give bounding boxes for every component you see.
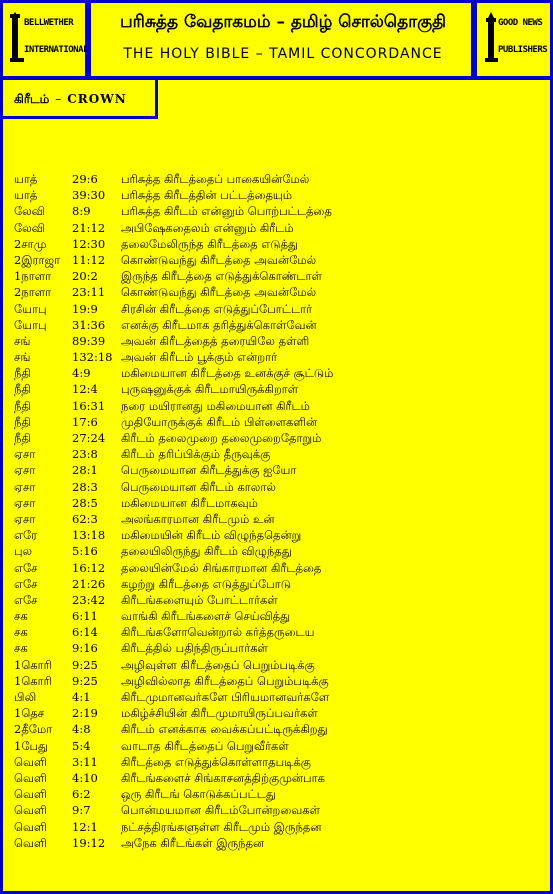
list-item — [14, 560, 544, 576]
entry-text: பரிசுத்த கிரீடத்தின் பட்டத்தையும் — [121, 188, 293, 203]
entry-reference: 21:12 — [72, 220, 106, 235]
list-item — [14, 835, 544, 851]
entry-reference: 39:30 — [72, 188, 106, 203]
entry-book: வெளி — [14, 754, 47, 769]
entry-list — [14, 171, 544, 851]
entry-reference: 4:1 — [72, 690, 91, 704]
entry-reference: 4:8 — [72, 722, 91, 737]
list-item — [14, 657, 544, 673]
entry-text: பெருமையான கிரீடத்துக்கு ஐயோ — [121, 463, 297, 478]
entry-book: வெளி — [14, 819, 47, 834]
entry-text: மகிமையான கிரீடமாகவும் — [121, 495, 258, 510]
entry-text: பொன்மயமான கிரீடம்போன்றவைகள் — [121, 803, 320, 818]
entry-reference: 62:3 — [72, 511, 98, 526]
entry-text: கிரீடத்தில் பதிந்திருப்பார்கள் — [121, 641, 268, 656]
entry-reference: 13:18 — [72, 528, 106, 543]
list-item — [14, 770, 544, 786]
entry-reference: 2:19 — [72, 706, 98, 721]
entry-text: கிரீடத்தை எடுத்துக்கொள்ளாதபடிக்கு — [121, 754, 311, 769]
list-item — [14, 511, 544, 527]
entry-text: கிரீடம் தலைமுறை தலைமுறைதோறும் — [121, 431, 322, 445]
entry-book: வெளி — [14, 787, 47, 802]
entry-book: நீதி — [14, 366, 31, 381]
entry-reference: 6:2 — [72, 787, 91, 802]
list-item — [14, 819, 544, 835]
entry-text: கிரீடங்களைச் சிங்காசனத்திற்குமுன்பாக — [121, 770, 325, 785]
entry-reference: 89:39 — [72, 333, 106, 348]
list-item — [14, 608, 544, 624]
entry-reference: 21:26 — [72, 576, 106, 591]
entry-book: நீதி — [14, 398, 31, 413]
entry-reference: 19:9 — [72, 301, 98, 316]
entry-book: வெளி — [14, 835, 47, 850]
entry-reference: 4:10 — [72, 770, 98, 785]
entry-book: ஏசா — [14, 447, 36, 462]
list-item — [14, 705, 544, 721]
list-item — [14, 543, 544, 559]
list-item — [14, 203, 544, 219]
list-item — [14, 721, 544, 737]
list-item — [14, 317, 544, 333]
list-item — [14, 673, 544, 689]
list-item — [14, 187, 544, 203]
good-news-logo-text — [498, 18, 547, 56]
entry-book: யோபு — [14, 301, 47, 316]
entry-text: கொண்டுவந்து கிரீடத்தை அவன்மேல் — [121, 252, 317, 267]
list-item — [14, 284, 544, 300]
list-item — [14, 754, 544, 770]
entry-reference: 12:30 — [72, 236, 106, 251]
entry-text: எனக்கு கிரீடமாக தரித்துக்கொள்வேன் — [121, 317, 317, 332]
entry-reference: 28:3 — [72, 479, 98, 494]
list-item — [14, 414, 544, 430]
entry-book: எசே — [14, 560, 38, 575]
list-item — [14, 592, 544, 608]
entry-book: நீதி — [14, 431, 31, 445]
entry-text: அவன் கிரீடத்தைத் தரையிலே தள்ளி — [121, 333, 310, 348]
entry-book: 1கொரி — [14, 673, 52, 688]
headword-separator: – — [55, 92, 62, 106]
list-item — [14, 738, 544, 754]
entry-book: ஏசா — [14, 511, 36, 526]
list-item — [14, 786, 544, 802]
entry-book: லேவி — [14, 220, 45, 235]
list-item — [14, 624, 544, 640]
entry-reference: 6:14 — [72, 625, 98, 640]
entry-reference: 9:25 — [72, 657, 98, 672]
entry-reference: 3:11 — [72, 754, 98, 769]
list-item — [14, 398, 544, 414]
entry-text: வாடாத கிரீடத்தைப் பெறுவீர்கள் — [121, 738, 289, 753]
logo-line: PUBLISHERS — [498, 45, 548, 55]
list-item — [14, 220, 544, 236]
entry-text: இருந்த கிரீடத்தை எடுத்துக்கொண்டாள் — [121, 269, 322, 284]
entry-text: கழற்று கிரீடத்தை எடுத்துப்போடு — [121, 576, 291, 591]
entry-reference: 29:6 — [72, 172, 98, 186]
entry-text: அவன் கிரீடம் பூக்கும் என்றார் — [121, 350, 278, 365]
entry-text: கிரீடங்களோவென்றால் கர்த்தருடைய — [121, 625, 315, 640]
list-item — [14, 689, 544, 705]
entry-book: பிலி — [14, 690, 37, 704]
entry-book: எசே — [14, 576, 38, 591]
list-item — [14, 301, 544, 317]
entry-book: நீதி — [14, 414, 31, 429]
bellwether-logo-text — [24, 18, 88, 56]
entry-book: ஏசா — [14, 495, 36, 510]
entry-book: சக — [14, 609, 28, 624]
entry-book: சங் — [14, 333, 31, 348]
entry-reference: 28:5 — [72, 495, 98, 510]
entry-book: வெளி — [14, 770, 47, 785]
logo-line: BELLWETHER — [24, 18, 74, 28]
list-item — [14, 527, 544, 543]
entry-text: பரிசுத்த கிரீடம் என்னும் பொற்பட்டத்தை — [121, 204, 332, 219]
entry-reference: 23:11 — [72, 285, 106, 300]
entry-text: தலைமேலிருந்த கிரீடத்தை எடுத்து — [121, 236, 298, 251]
entry-reference: 4:9 — [72, 366, 91, 381]
list-item — [14, 171, 544, 187]
entry-text: நட்சத்திரங்களுள்ள கிரீடமும் இருந்தன — [121, 819, 322, 834]
list-item — [14, 252, 544, 268]
entry-reference: 9:7 — [72, 803, 91, 818]
entry-text: கிரீடம் தரிப்பிக்கும் தீருவுக்கு — [121, 447, 271, 462]
list-item — [14, 802, 544, 818]
entry-text: வாங்கி கிரீடங்களைச் செய்வித்து — [121, 609, 291, 624]
entry-reference: 12:4 — [72, 382, 98, 397]
entry-reference: 12:1 — [72, 819, 98, 834]
list-item — [14, 462, 544, 478]
list-item — [14, 236, 544, 252]
entry-reference: 9:16 — [72, 641, 98, 656]
entry-text: ஒரு கிரீடங் கொடுக்கப்பட்டது — [121, 787, 276, 802]
headword-tamil: கிரீடம் — [14, 92, 50, 106]
entry-book: ஏசா — [14, 463, 36, 478]
entry-text: அழிவுள்ள கிரீடத்தைப் பெறும்படிக்கு — [121, 657, 315, 672]
headword — [14, 92, 127, 108]
entry-text: மகிமையின் கிரீடம் விழுந்ததென்று — [121, 528, 302, 543]
entry-book: 2சாமு — [14, 236, 47, 251]
list-item — [14, 479, 544, 495]
entry-text: பெருமையான கிரீடம் காலால் — [121, 479, 276, 494]
entry-text: மகிழ்ச்சியின் கிரீடமுமாயிருப்பவர்கள் — [121, 706, 318, 721]
entry-text: அநேக கிரீடங்கள் இருந்தன — [121, 835, 265, 850]
list-item — [14, 365, 544, 381]
logo-line: INTERNATIONAL — [24, 45, 88, 55]
entry-text: புருஷனுக்குக் கிரீடமாயிருக்கிறாள் — [121, 382, 299, 397]
list-item — [14, 268, 544, 284]
entry-text: மகிமையான கிரீடத்தை உனக்குச் சூட்டும் — [121, 366, 334, 381]
entry-text: அலங்காரமான கிரீடமும் உன் — [121, 511, 275, 526]
entry-book: சங் — [14, 350, 31, 365]
entry-book: யோபு — [14, 317, 47, 332]
entry-book: புல — [14, 544, 33, 559]
entry-reference: 132:18 — [72, 350, 113, 365]
entry-book: 2நாளா — [14, 285, 52, 300]
entry-book: 1தெச — [14, 706, 45, 721]
entry-reference: 11:12 — [72, 252, 106, 267]
title-tamil: பரிசுத்த வேதாகமம் – தமிழ் சொல்தொகுதி — [119, 12, 447, 32]
entry-book: 1கொரி — [14, 657, 52, 672]
entry-book: எசே — [14, 592, 38, 607]
entry-reference: 23:8 — [72, 447, 98, 462]
entry-text: கிரீடம் எனக்காக வைக்கப்பட்டிருக்கிறது — [121, 722, 328, 737]
entry-book: 1பேது — [14, 738, 49, 753]
entry-text: தலையின்மேல் சிங்காரமான கிரீடத்தை — [121, 560, 322, 575]
entry-reference: 27:24 — [72, 431, 106, 445]
entry-text: அழிவில்லாத கிரீடத்தைப் பெறும்படிக்கு — [121, 673, 329, 688]
entry-text: கிரீடமுமானவர்களே பிரியமானவர்களே — [121, 690, 330, 704]
list-item — [14, 349, 544, 365]
entry-book: சக — [14, 641, 28, 656]
entry-reference: 20:2 — [72, 269, 98, 284]
entry-text: கிரீடங்களையும் போட்டார்கள் — [121, 592, 278, 607]
list-item — [14, 446, 544, 462]
list-item — [14, 576, 544, 592]
entry-text: முதியோருக்குக் கிரீடம் பிள்ளைகளின் — [121, 414, 318, 429]
entry-book: யாத் — [14, 172, 38, 186]
entry-reference: 16:31 — [72, 398, 106, 413]
entry-text: அபிஷேகதைலம் என்னும் கிரீடம் — [121, 220, 294, 235]
entry-reference: 5:16 — [72, 544, 98, 559]
entry-book: ஏசா — [14, 479, 36, 494]
entry-reference: 5:4 — [72, 738, 91, 753]
entry-book: வெளி — [14, 803, 47, 818]
entry-reference: 19:12 — [72, 835, 106, 850]
entry-text: பரிசுத்த கிரீடத்தைப் பாகையின்மேல் — [121, 172, 310, 186]
entry-book: எரே — [14, 528, 38, 543]
logo-line: GOOD NEWS — [498, 18, 543, 28]
entry-book: நீதி — [14, 382, 31, 397]
entry-book: 1நாளா — [14, 269, 52, 284]
entry-reference: 8:9 — [72, 204, 91, 219]
title-english: THE HOLY BIBLE – TAMIL CONCORDANCE — [123, 46, 443, 62]
list-item — [14, 381, 544, 397]
entry-book: லேவி — [14, 204, 45, 219]
entry-book: 2இராஜா — [14, 252, 61, 267]
list-item — [14, 430, 544, 446]
list-item — [14, 495, 544, 511]
entry-book: யாத் — [14, 188, 38, 203]
entry-reference: 28:1 — [72, 463, 98, 478]
entry-text: கொண்டுவந்து கிரீடத்தை அவன்மேல் — [121, 285, 317, 300]
entry-text: தலையிலிருந்து கிரீடம் விழுந்தது — [121, 544, 292, 559]
entry-text: நரை மயிரானது மகிமையான கிரீடம் — [121, 398, 310, 413]
entry-reference: 9:25 — [72, 673, 98, 688]
headword-english: CROWN — [67, 92, 127, 106]
entry-reference: 23:42 — [72, 592, 106, 607]
entry-reference: 31:36 — [72, 317, 106, 332]
entry-reference: 17:6 — [72, 414, 98, 429]
entry-book: சக — [14, 625, 28, 640]
entry-reference: 6:11 — [72, 609, 98, 624]
entry-book: 2தீமோ — [14, 722, 53, 737]
list-item — [14, 640, 544, 656]
entry-text: சிரசின் கிரீடத்தை எடுத்துப்போட்டார் — [121, 301, 313, 316]
entry-reference: 16:12 — [72, 560, 106, 575]
list-item — [14, 333, 544, 349]
